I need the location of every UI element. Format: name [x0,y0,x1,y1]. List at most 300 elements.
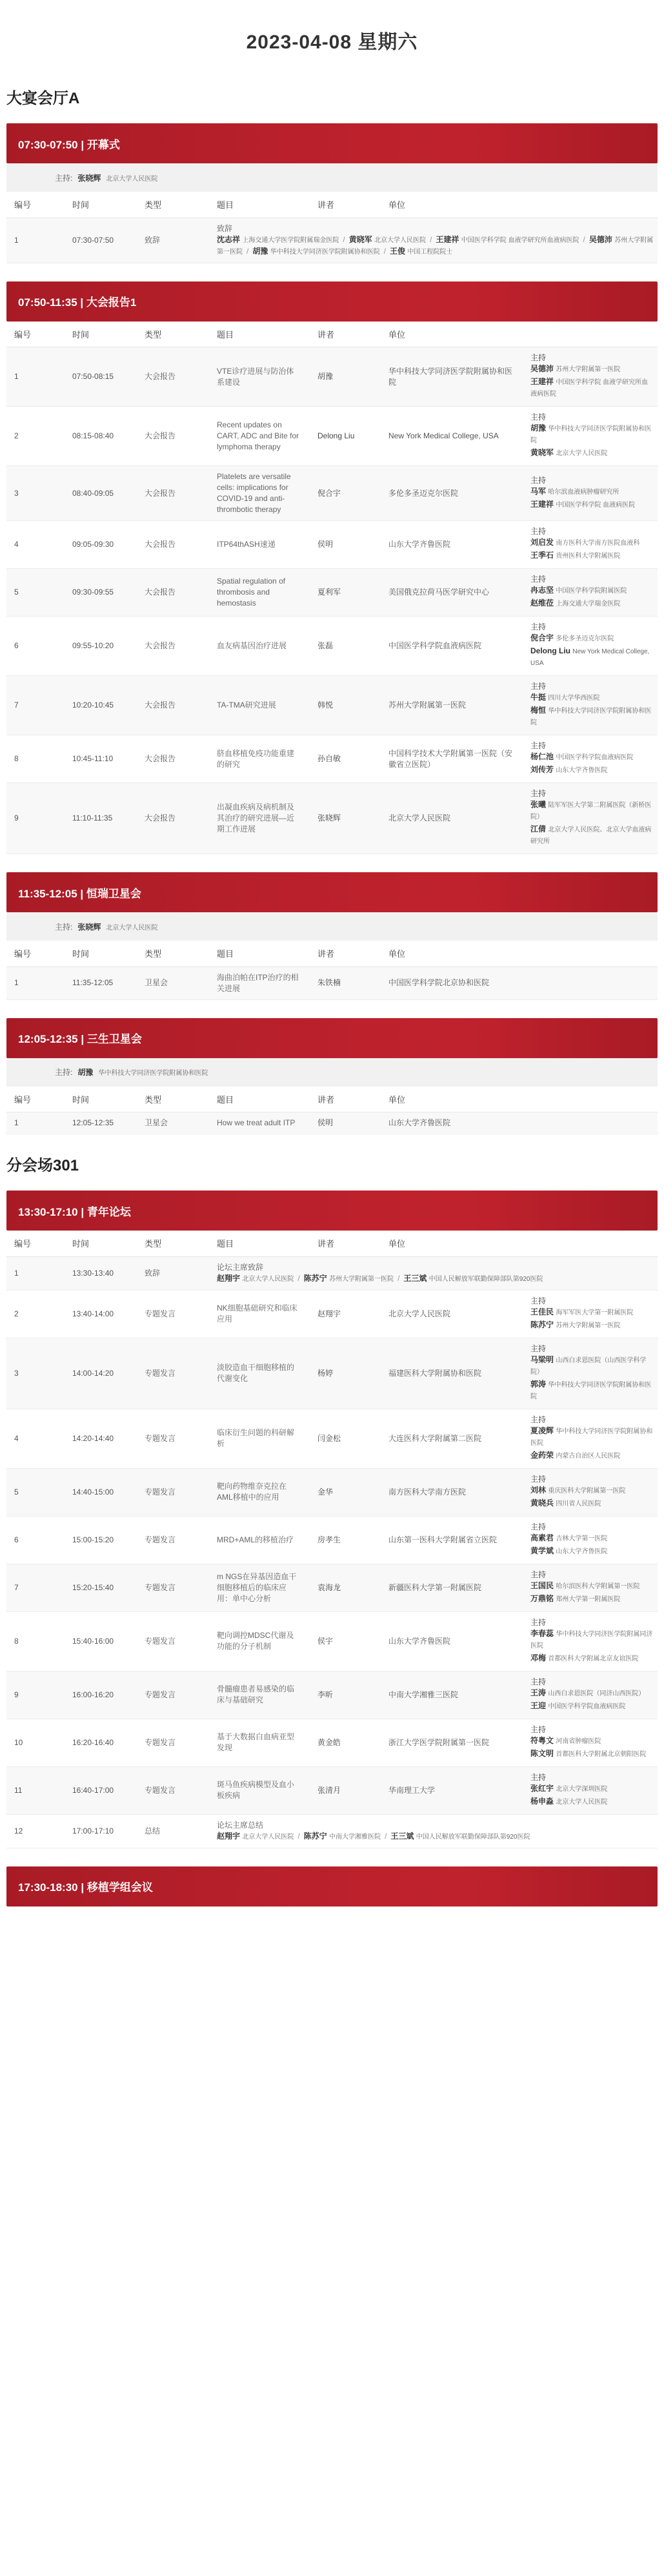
host-entry [530,499,654,511]
host-label: 主持: [55,173,73,183]
separator: / [343,234,345,244]
person-name: 陈苏宁 [303,1273,327,1283]
cell-topic: 靶向调控MDSC代谢及功能的分子机制 [209,1611,310,1671]
cell-topic: 基于大数据白血病亚型发现 [209,1719,310,1766]
cell-unit: 北京大学人民医院 [381,783,523,854]
host-entry [530,1450,654,1462]
column-header: 单位 [381,1087,523,1112]
cell-no: 1 [6,1256,65,1290]
cell-unit: 中国医学科学院北京协和医院 [381,966,523,999]
host-name: 吴德沛 [530,364,554,373]
host-entry [530,646,654,669]
host-name: 王季石 [530,551,554,560]
host-label: 主持 [530,1617,547,1627]
cell-hosts [523,347,658,407]
table-row [6,1338,658,1409]
cell-topic-wide [209,218,658,263]
host-name: 张红宇 [530,1783,554,1793]
cell-unit: 美国俄克拉荷马医学研究中心 [381,569,523,617]
cell-topic: 骨髓瘤患者易感染的临床与基础研究 [209,1671,310,1719]
separator: / [397,1273,400,1283]
cell-unit: New York Medical College, USA [381,407,523,466]
people-line [217,1831,654,1843]
cell-topic: Recent updates on CART, ADC and Bite for lymphoma therapy [209,407,310,466]
host-entry [530,1533,654,1544]
host-entry [530,705,654,728]
cell-type: 专题发言 [137,1564,209,1611]
host-org: 北京大学深圳医院 [556,1785,608,1793]
cell-no: 8 [6,1611,65,1671]
person [349,235,426,244]
cell-speaker: 侯明 [310,1112,381,1134]
host-org: 贵州医科大学附属医院 [556,553,621,560]
person [304,1832,381,1841]
table-row [6,676,658,735]
cell-topic-wide [209,1256,658,1290]
cell-speaker: 孙自敏 [310,735,381,783]
host-label: 主持 [530,1677,547,1686]
cell-time: 07:30-07:50 [65,218,137,263]
cell-time: 09:05-09:30 [65,521,137,569]
cell-time: 07:50-08:15 [65,347,137,407]
cell-time: 15:00-15:20 [65,1516,137,1564]
host-name: 夏凌辉 [530,1426,554,1435]
cell-no: 1 [6,218,65,263]
person-name: 王俊 [390,246,406,256]
host-org: 上海交通大学瑞金医院 [556,600,621,608]
host-org: 山东大学齐鲁医院 [556,767,608,774]
host-org: 中国医学科学院 血液学研究所血液病医院 [530,379,649,398]
agenda [0,85,664,1906]
cell-time: 10:20-10:45 [65,676,137,735]
host-label: 主持 [530,527,547,536]
cell-unit: 多伦多圣迈克尔医院 [381,466,523,521]
host-label: 主持 [530,1522,547,1531]
cell-topic: 出凝血疾病及病机制及其治疗的研究进展—近期工作进展 [209,783,310,854]
column-header: 讲者 [310,322,381,347]
cell-no: 9 [6,783,65,854]
session-host [6,912,658,941]
cell-topic: m NGS在异基因造血干细胞移植后的临床应用：单中心分析 [209,1564,310,1611]
people-line [217,1273,654,1285]
table-row [6,407,658,466]
cell-time: 16:40-17:00 [65,1766,137,1814]
separator: / [583,234,585,244]
table-row [6,783,658,854]
host-org: 陆军军医大学第二附属医院（新桥医院） [530,802,652,821]
separator: / [430,234,432,244]
cell-type: 大会报告 [137,521,209,569]
cell-no: 4 [6,1409,65,1468]
cell-time: 14:00-14:20 [65,1338,137,1409]
table-header-row [6,1231,658,1256]
host-org: 四川大学华西医院 [548,695,600,702]
cell-topic: Platelets are versatile cells: implications for COVID-19 and anti-thrombotic therapy [209,466,310,521]
column-header: 讲者 [310,192,381,218]
cell-speaker: 闫金松 [310,1409,381,1468]
host-name: 马军 [530,486,547,496]
cell-type: 致辞 [137,1256,209,1290]
page-title: 2023-04-08 星期六 [246,32,418,53]
column-header: 题目 [209,322,310,347]
cell-type: 卫星会 [137,1112,209,1134]
session-header[interactable]: 11:35-12:05 | 恒瑞卫星会 [6,872,658,912]
person-name: 沈志祥 [217,234,241,244]
cell-speaker: 韩悦 [310,676,381,735]
session-table [6,1087,658,1135]
host-entry [530,751,654,763]
host-org: 华中科技大学同济医学院附属协和医院 [530,425,652,444]
host-org: 郑州大学第一附属医院 [556,1595,621,1603]
host-entry [530,447,654,459]
cell-speaker: 赵翔宇 [310,1290,381,1338]
host-entry [530,799,654,823]
host-org: 中国医学科学院附属医院 [556,588,627,595]
host-label: 主持: [55,922,73,932]
cell-topic: 海曲泊帕在ITP治疗的相关进展 [209,966,310,999]
column-header: 讲者 [310,1231,381,1256]
host-name: 张晓辉 [77,922,101,932]
cell-type: 专题发言 [137,1516,209,1564]
table-row [6,521,658,569]
cell-unit: 山东大学齐鲁医院 [381,521,523,569]
cell-no: 3 [6,466,65,521]
host-label: 主持 [530,353,547,362]
host-entry [530,1485,654,1497]
table-row [6,466,658,521]
table-row [6,1290,658,1338]
host-label: 主持 [530,575,547,584]
cell-unit: 苏州大学附属第一医院 [381,676,523,735]
cell-unit: 中南大学湘雅三医院 [381,1671,523,1719]
cell-unit: 浙江大学医学院附属第一医院 [381,1719,523,1766]
cell-topic: How we treat adult ITP [209,1112,310,1134]
separator: / [383,246,387,256]
host-org: 华中科技大学同济医学院附属协和医院 [530,1381,652,1400]
session-host [6,1058,658,1087]
table-header-row [6,322,658,347]
host-entry [530,1796,654,1808]
host-name: 万鼎铭 [530,1593,554,1603]
person-org: 中国医学科学院 血液学研究所血液病医院 [461,236,579,244]
cell-no: 5 [6,569,65,617]
person-org: 北京大学人民医院 [242,1275,294,1283]
person-name: 王三斌 [390,1831,414,1841]
table-row [6,1611,658,1671]
cell-type: 大会报告 [137,676,209,735]
cell-hosts [523,407,658,466]
host-entry [530,1628,654,1651]
host-label: 主持 [530,622,547,631]
person-name: 王建祥 [436,234,459,244]
cell-time: 14:20-14:40 [65,1409,137,1468]
column-header: 编号 [6,1231,65,1256]
cell-type: 专题发言 [137,1290,209,1338]
cell-speaker: 房孝生 [310,1516,381,1564]
person-name: 王三斌 [403,1273,427,1283]
host-label: 主持 [530,1724,547,1734]
column-header: 类型 [137,941,209,966]
session-table [6,1231,658,1848]
host-name: 王涛 [530,1688,547,1697]
host-name: 黄晓兵 [530,1498,554,1508]
session-header[interactable]: 17:30-18:30 | 移植学组会议 [6,1866,658,1906]
cell-no: 6 [6,617,65,676]
cell-topic: MRD+AML的移植治疗 [209,1516,310,1564]
column-header: 时间 [65,1231,137,1256]
session-table [6,192,658,263]
host-org: 华中科技大学同济医学院附属协和医院 [530,1427,653,1447]
table-row [6,1409,658,1468]
host-entry [530,1498,654,1509]
host-org: 首都医科大学附属北京朝阳医院 [556,1750,647,1758]
host-label: 主持 [530,1569,547,1579]
host-name: 王建祥 [530,499,554,509]
table-row [6,1719,658,1766]
host-org: 南方医科大学南方医院血液科 [556,540,640,547]
session-header[interactable]: 07:50-11:35 | 大会报告1 [6,281,658,322]
session-header[interactable]: 12:05-12:35 | 三生卫星会 [6,1018,658,1058]
host-entry [530,486,654,498]
cell-speaker: 张清月 [310,1766,381,1814]
host-name: 杨仁池 [530,752,554,761]
cell-time: 13:30-13:40 [65,1256,137,1290]
cell-time: 16:20-16:40 [65,1719,137,1766]
cell-unit: 新疆医科大学第一附属医院 [381,1564,523,1611]
column-header: 编号 [6,941,65,966]
cell-unit: 山东大学齐鲁医院 [381,1611,523,1671]
cell-speaker: 黄金皓 [310,1719,381,1766]
host-name: 高素君 [530,1533,554,1542]
cell-no: 1 [6,347,65,407]
cell-no: 7 [6,676,65,735]
session-block [6,872,658,1000]
host-label: 主持 [530,475,547,485]
cell-no: 1 [6,966,65,999]
cell-type: 专题发言 [137,1611,209,1671]
person [436,235,579,244]
cell-topic: VTE诊疗进展与防治体系建设 [209,347,310,407]
cell-hosts [523,617,658,676]
host-entry [530,1783,654,1795]
cell-type: 专题发言 [137,1719,209,1766]
table-row [6,1468,658,1516]
host-entry [530,585,654,597]
host-name: 刘传芳 [530,765,554,774]
column-header: 类型 [137,192,209,218]
cell-topic: NK细胞基础研究和临床应用 [209,1290,310,1338]
host-label: 主持 [530,1415,547,1424]
host-label: 主持 [530,1296,547,1305]
host-org: 四川省人民医院 [556,1500,601,1508]
column-header-host [523,322,658,347]
cell-type: 大会报告 [137,347,209,407]
person [403,1274,543,1283]
session-header[interactable]: 07:30-07:50 | 开幕式 [6,123,658,163]
host-entry [530,537,654,549]
host-name: 邓梅 [530,1653,547,1662]
cell-time: 15:40-16:00 [65,1611,137,1671]
cell-speaker: 胡豫 [310,347,381,407]
host-label: 主持 [530,1474,547,1484]
host-name: 江倩 [530,824,547,833]
cell-no: 10 [6,1719,65,1766]
host-org: 北京大学人民医院 [106,924,158,932]
host-org: 中国医学科学院血液病医院 [556,754,634,761]
cell-hosts [523,1112,658,1134]
column-header: 类型 [137,1087,209,1112]
column-header: 编号 [6,322,65,347]
person-name: 陈苏宁 [303,1831,327,1841]
cell-topic: 脐血移植免疫功能重建的研究 [209,735,310,783]
session-block [6,123,658,263]
person [217,235,339,244]
person-org: 北京大学人民医院 [242,1833,294,1841]
person-org: 苏州大学附属第一医院 [217,236,654,256]
host-name: 马梁明 [530,1354,554,1364]
cell-hosts [523,1468,658,1516]
person-org: 中国人民解放军联勤保障部队第920医院 [416,1833,530,1841]
cell-unit: 中国医学科学院血液病医院 [381,617,523,676]
session-host [6,163,658,192]
hall-title: 大宴会厅A [6,90,80,107]
person-name: 赵翔宇 [217,1273,241,1283]
column-header: 单位 [381,941,523,966]
host-entry [530,1580,654,1592]
separator: / [246,246,249,256]
cell-time: 12:05-12:35 [65,1112,137,1134]
cell-type: 大会报告 [137,466,209,521]
host-org: 多伦多圣迈克尔医院 [556,635,614,642]
column-header: 类型 [137,1231,209,1256]
cell-time: 16:00-16:20 [65,1671,137,1719]
table-row [6,617,658,676]
cell-topic: 淡胶造血干细胞移植的代谢变化 [209,1338,310,1409]
host-org: 中国医学科学院血液病医院 [548,1702,626,1710]
cell-type: 大会报告 [137,407,209,466]
host-name: 陈文明 [530,1748,554,1758]
host-name: 郭涛 [530,1379,547,1389]
column-header: 类型 [137,322,209,347]
host-org: 华中科技大学同济医学院附属协和医院 [98,1070,208,1077]
cell-topic: Spatial regulation of thrombosis and hemostasis [209,569,310,617]
host-name: 冉志坚 [530,586,554,595]
cell-topic-wide [209,1814,658,1848]
host-name: 王建祥 [530,377,554,386]
cell-speaker: 杨婷 [310,1338,381,1409]
host-org: 华中科技大学同济医学院附属协和医院 [530,708,652,726]
host-name: 王国民 [530,1580,554,1590]
host-entry [530,1307,654,1318]
host-entry [530,824,654,847]
cell-time: 17:00-17:10 [65,1814,137,1848]
host-entry [530,1426,654,1449]
host-entry [530,1354,654,1378]
person [217,1274,294,1283]
host-name: 黄晓军 [530,448,554,457]
cell-unit: 山东第一医科大学附属省立医院 [381,1516,523,1564]
column-header: 讲者 [310,941,381,966]
cell-type: 卫星会 [137,966,209,999]
host-name: Delong Liu [530,646,570,655]
host-entry [530,1653,654,1664]
column-header: 单位 [381,1231,523,1256]
column-header-host [523,941,658,966]
host-name: 黄学斌 [530,1546,554,1555]
separator: / [385,1831,387,1841]
table-header-row [6,1087,658,1112]
cell-speaker: 张磊 [310,617,381,676]
host-org: 苏州大学附属第一医院 [556,366,621,373]
cell-hosts [523,676,658,735]
host-org: 哈尔滨医科大学附属第一医院 [556,1582,640,1590]
host-name: 符粤文 [530,1735,554,1745]
cell-time: 08:15-08:40 [65,407,137,466]
cell-hosts [523,1719,658,1766]
host-name: 胡豫 [77,1068,94,1077]
column-header-host [523,1231,658,1256]
table-row [6,735,658,783]
host-entry [530,376,654,400]
column-header: 单位 [381,192,523,218]
separator: / [297,1831,300,1841]
person-name: 黄晓军 [348,234,372,244]
host-org: 北京大学人民医院、北京大学血液病研究所 [530,826,652,845]
cell-time: 13:40-14:00 [65,1290,137,1338]
host-org: 重庆医科大学附属第一医院 [548,1487,626,1495]
host-org: 海军军医大学第一附属医院 [556,1309,634,1316]
cell-time: 11:35-12:05 [65,966,137,999]
session-table [6,322,658,855]
cell-hosts [523,466,658,521]
session-header[interactable]: 13:30-17:10 | 青年论坛 [6,1191,658,1231]
column-header: 题目 [209,1087,310,1112]
cell-speaker: 侯明 [310,521,381,569]
table-row [6,1671,658,1719]
separator: / [297,1273,300,1283]
table-header-row [6,941,658,966]
host-entry [530,1701,654,1712]
session-table [6,941,658,1000]
person-org: 中国人民解放军联勤保障部队第920医院 [428,1275,543,1283]
host-name: 王佳民 [530,1307,554,1316]
table-row [6,1256,658,1290]
table-row [6,1564,658,1611]
cell-time: 14:40-15:00 [65,1468,137,1516]
host-name: 杨申淼 [530,1796,554,1806]
topic-text: 致辞 [217,223,233,233]
cell-type: 专题发言 [137,1468,209,1516]
cell-unit: 北京大学人民医院 [381,1290,523,1338]
host-entry [530,550,654,562]
host-entry [530,764,654,776]
host-entry [530,363,654,375]
cell-hosts [523,735,658,783]
cell-speaker: 金华 [310,1468,381,1516]
person [390,1832,530,1841]
person-org: 中南大学湘雅医院 [329,1833,381,1841]
cell-unit: 山东大学齐鲁医院 [381,1112,523,1134]
cell-hosts [523,1338,658,1409]
table-row [6,1112,658,1134]
cell-speaker: 倪合宇 [310,466,381,521]
session-block [6,1018,658,1135]
person [304,1274,394,1283]
cell-hosts [523,1290,658,1338]
session-block [6,1866,658,1906]
person [390,247,452,256]
host-org: 河南省肿瘤医院 [556,1737,601,1745]
